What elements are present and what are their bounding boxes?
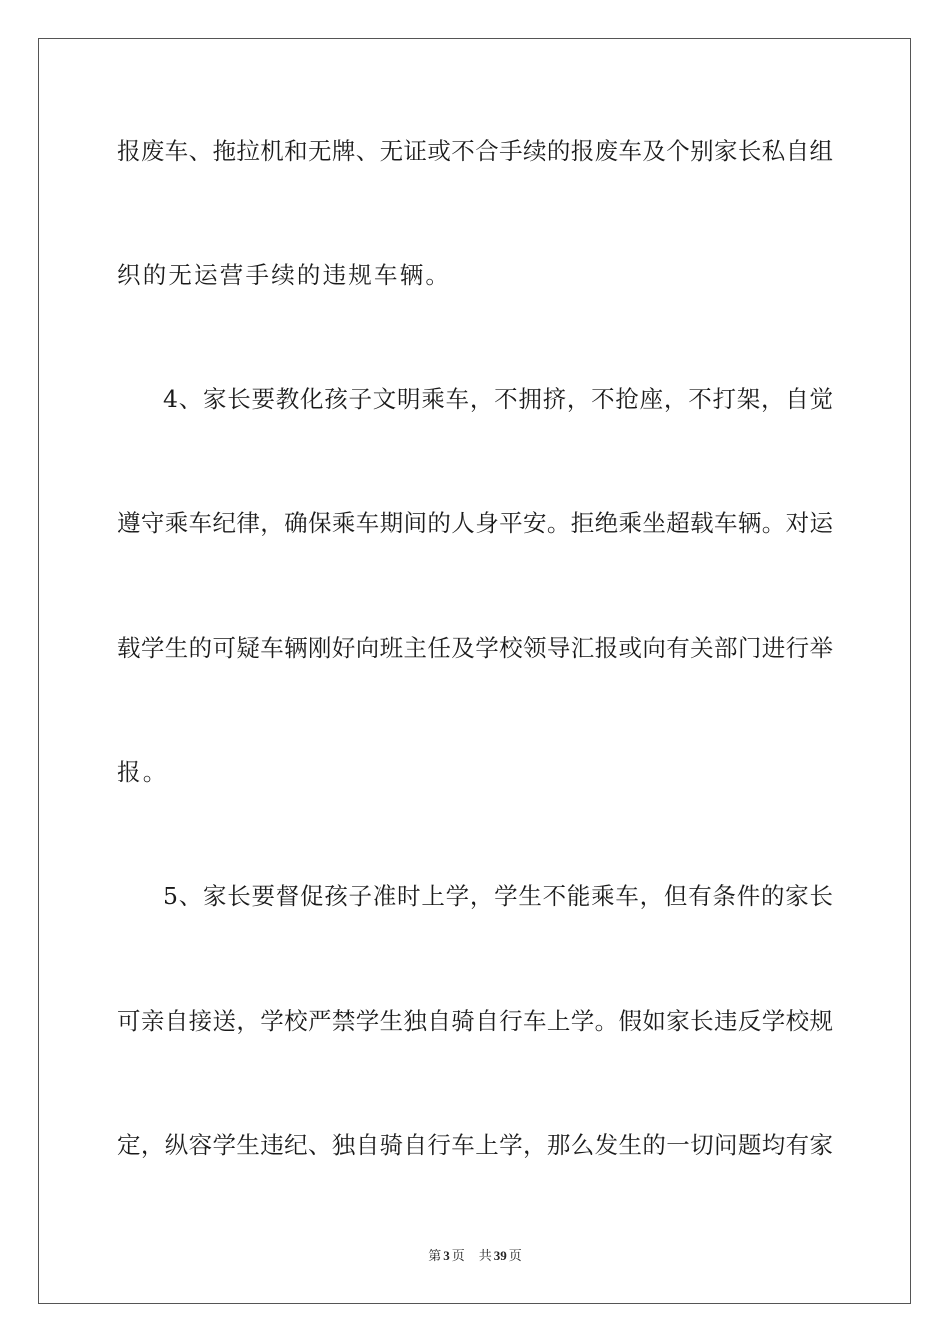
text-line-7: 5、家长要督促孩子准时上学，学生不能乘车，但有条件的家长 xyxy=(163,882,833,910)
total-prefix: 共 xyxy=(478,1248,492,1263)
text-line-9: 定，纵容学生违纪、独自骑自行车上学，那么发生的一切问题均有家 xyxy=(117,1131,833,1159)
total-pages: 39 xyxy=(493,1248,507,1263)
text-line-3: 4、家长要教化孩子文明乘车，不拥挤，不抢座，不打架，自觉 xyxy=(163,385,833,413)
total-suffix: 页 xyxy=(508,1248,522,1263)
text-line-1: 报废车、拖拉机和无牌、无证或不合手续的报废车及个别家长私自组 xyxy=(117,137,833,165)
page-footer xyxy=(0,1247,950,1265)
page-prefix: 第 xyxy=(428,1248,442,1263)
text-line-6: 报。 xyxy=(117,758,169,786)
text-line-2: 织的无运营手续的违规车辆。 xyxy=(117,261,452,289)
page-number: 3 xyxy=(443,1248,450,1263)
page-border xyxy=(38,38,911,1304)
page-suffix: 页 xyxy=(451,1248,465,1263)
text-line-5: 载学生的可疑车辆刚好向班主任及学校领导汇报或向有关部门进行举 xyxy=(117,634,833,662)
text-line-8: 可亲自接送，学校严禁学生独自骑自行车上学。假如家长违反学校规 xyxy=(117,1007,833,1035)
text-line-4: 遵守乘车纪律，确保乘车期间的人身平安。拒绝乘坐超载车辆。对运 xyxy=(117,509,833,537)
